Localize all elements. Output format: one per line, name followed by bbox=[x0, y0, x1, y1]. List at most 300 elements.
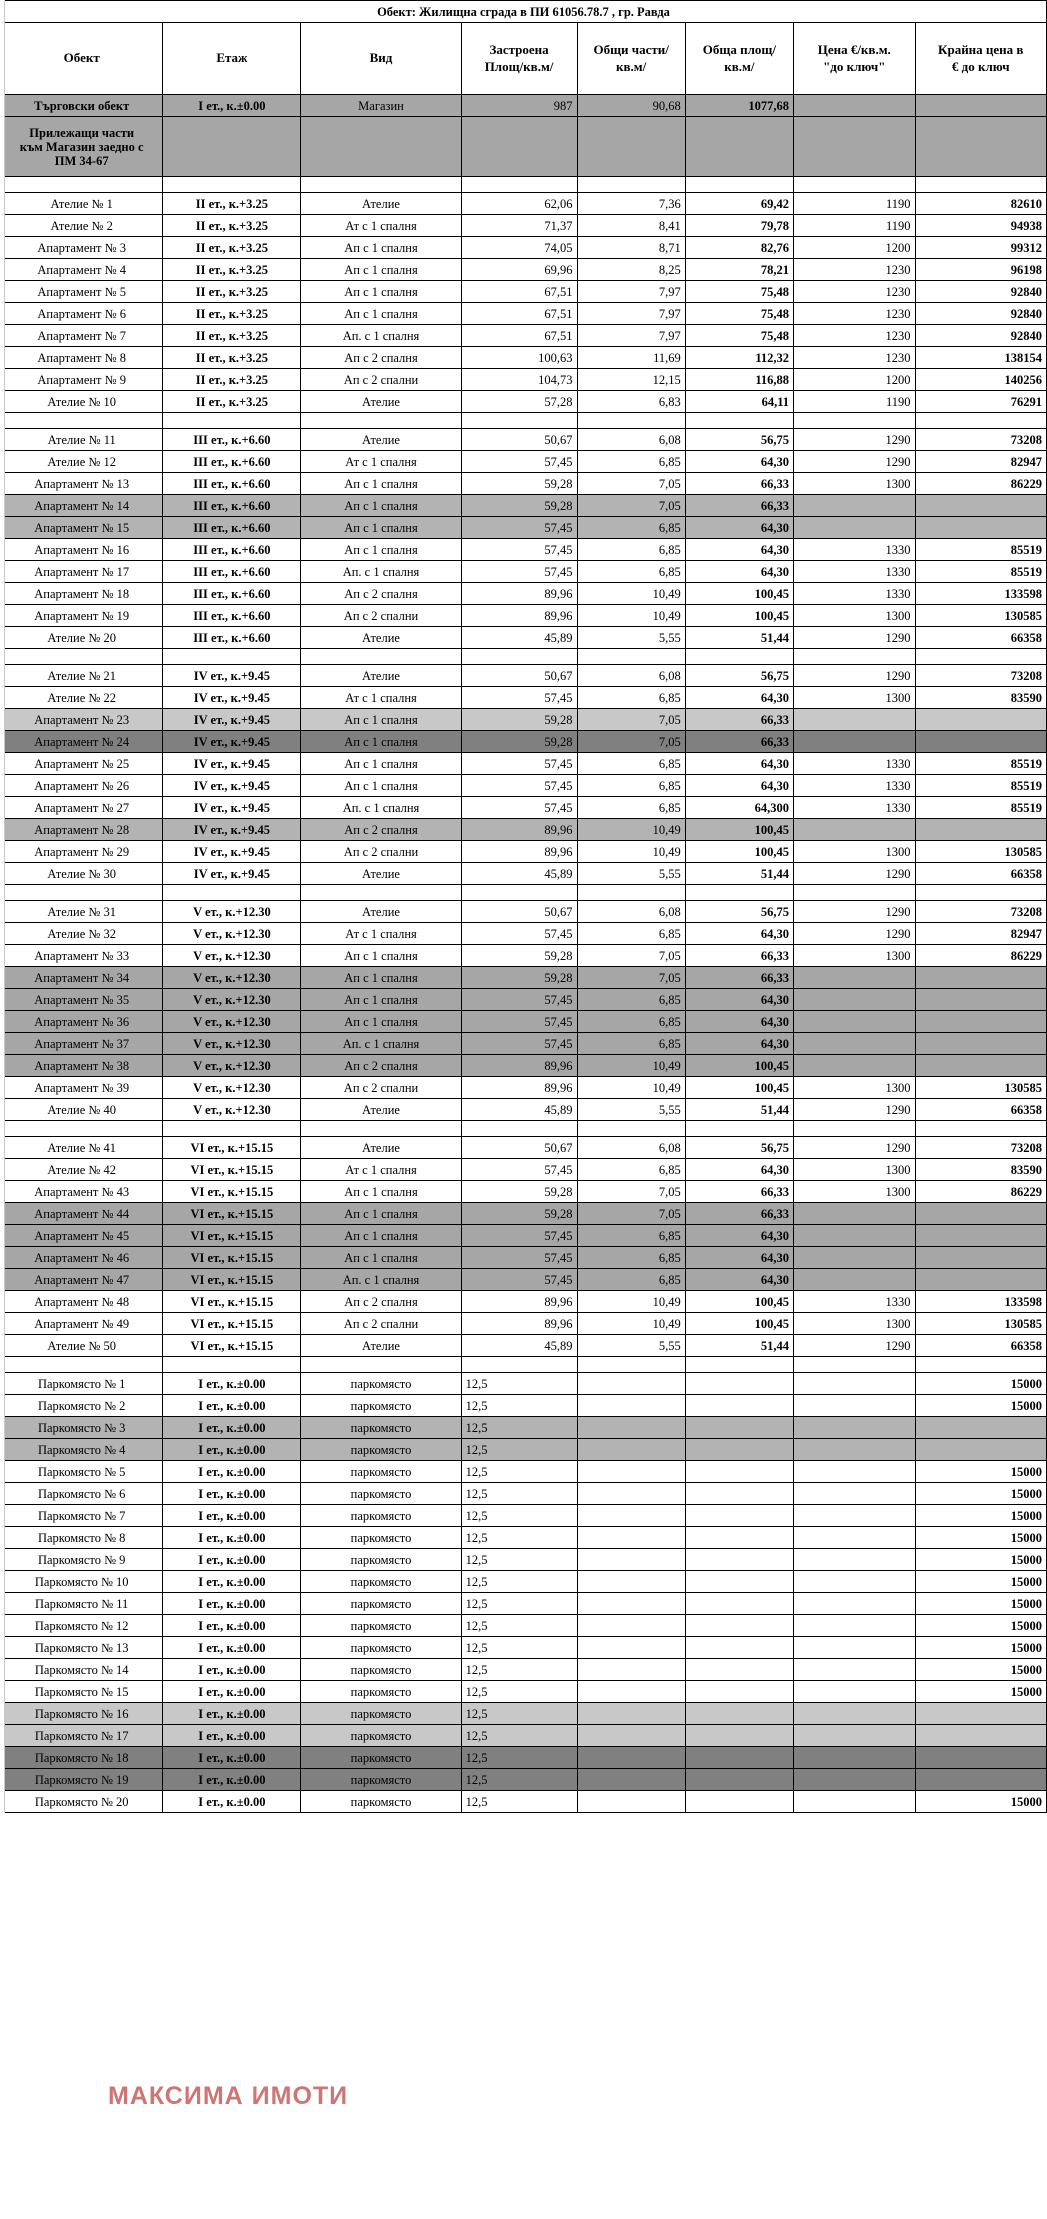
spacer-cell bbox=[577, 177, 685, 193]
spacer-cell bbox=[577, 1357, 685, 1373]
table-row bbox=[1, 1791, 1047, 1813]
spacer-cell bbox=[794, 1121, 915, 1137]
cell-col-5: 100,45 bbox=[685, 583, 793, 605]
cell-col-1: I ет., к.±0.00 bbox=[163, 1417, 301, 1439]
cell-col-5 bbox=[685, 1681, 793, 1703]
cell-col-3: 57,28 bbox=[461, 391, 577, 413]
cell-col-1: II ет., к.+3.25 bbox=[163, 215, 301, 237]
cell-col-6: 1330 bbox=[794, 539, 915, 561]
cell-col-1: IV ет., к.+9.45 bbox=[163, 731, 301, 753]
cell-col-0: Ателие № 22 bbox=[1, 687, 163, 709]
table-row bbox=[1, 193, 1047, 215]
cell-col-6 bbox=[794, 1269, 915, 1291]
cell-col-3: 89,96 bbox=[461, 1055, 577, 1077]
cell-col-6: 1330 bbox=[794, 797, 915, 819]
cell-col-2: паркомясто bbox=[301, 1659, 461, 1681]
table-row bbox=[1, 1681, 1047, 1703]
cell-col-5: 100,45 bbox=[685, 1291, 793, 1313]
cell-col-4 bbox=[577, 1527, 685, 1549]
cell-col-0: Паркомясто № 16 bbox=[1, 1703, 163, 1725]
cell-col-3: 74,05 bbox=[461, 237, 577, 259]
cell-col-6 bbox=[794, 1571, 915, 1593]
cell-col-1: II ет., к.+3.25 bbox=[163, 303, 301, 325]
cell-col-6 bbox=[794, 1461, 915, 1483]
cell-col-3: 45,89 bbox=[461, 1335, 577, 1357]
cell-col-3: 12,5 bbox=[461, 1791, 577, 1813]
table-row bbox=[1, 1747, 1047, 1769]
table-row bbox=[1, 391, 1047, 413]
cell-col-2: Ап с 1 спалня bbox=[301, 1203, 461, 1225]
cell-col-1: I ет., к.±0.00 bbox=[163, 1571, 301, 1593]
cell-col-0: Ателие № 41 bbox=[1, 1137, 163, 1159]
cell-col-3: 59,28 bbox=[461, 1203, 577, 1225]
cell-col-0: Апартамент № 36 bbox=[1, 1011, 163, 1033]
cell-col-0: Паркомясто № 7 bbox=[1, 1505, 163, 1527]
cell-col-4: 8,71 bbox=[577, 237, 685, 259]
cell-col-3: 12,5 bbox=[461, 1483, 577, 1505]
watermark-label: МАКСИМА ИМОТИ bbox=[108, 2082, 349, 2110]
cell-col-7 bbox=[915, 1247, 1047, 1269]
cell-col-4: 7,97 bbox=[577, 281, 685, 303]
spacer-cell bbox=[301, 177, 461, 193]
cell-col-4: 6,85 bbox=[577, 1159, 685, 1181]
cell-col-2: Ателие bbox=[301, 1137, 461, 1159]
cell-col-4: 10,49 bbox=[577, 819, 685, 841]
cell-col-1: I ет., к.±0.00 bbox=[163, 1769, 301, 1791]
spacer-cell bbox=[685, 1357, 793, 1373]
cell-col-3: 89,96 bbox=[461, 841, 577, 863]
cell-col-0: Апартамент № 16 bbox=[1, 539, 163, 561]
cell-col-3: 12,5 bbox=[461, 1593, 577, 1615]
cell-col-6 bbox=[794, 1033, 915, 1055]
cell-col-0: Ателие № 31 bbox=[1, 901, 163, 923]
column-header-2[interactable] bbox=[301, 23, 461, 95]
table-row bbox=[1, 1225, 1047, 1247]
cell-col-7: 130585 bbox=[915, 605, 1047, 627]
table-row bbox=[1, 1417, 1047, 1439]
cell-col-6 bbox=[794, 1725, 915, 1747]
cell-col-1: I ет., к.±0.00 bbox=[163, 1637, 301, 1659]
cell-col-1: I ет., к.±0.00 bbox=[163, 1725, 301, 1747]
cell-col-2: Ап с 1 спалня bbox=[301, 775, 461, 797]
cell-col-4: 7,05 bbox=[577, 495, 685, 517]
cell-col-0: Апартамент № 8 bbox=[1, 347, 163, 369]
cell-col-3: 100,63 bbox=[461, 347, 577, 369]
cell-col-1: II ет., к.+3.25 bbox=[163, 391, 301, 413]
cell-col-6 bbox=[794, 95, 915, 117]
cell-col-6: 1230 bbox=[794, 347, 915, 369]
cell-col-7: 76291 bbox=[915, 391, 1047, 413]
cell-col-1: III ет., к.+6.60 bbox=[163, 561, 301, 583]
table-row bbox=[1, 1181, 1047, 1203]
table-row bbox=[1, 517, 1047, 539]
cell-col-1: V ет., к.+12.30 bbox=[163, 1055, 301, 1077]
table-row bbox=[1, 451, 1047, 473]
cell-col-7: 73208 bbox=[915, 429, 1047, 451]
cell-col-2: Ап. с 1 спалня bbox=[301, 797, 461, 819]
cell-col-7: 15000 bbox=[915, 1461, 1047, 1483]
spacer-cell bbox=[461, 1121, 577, 1137]
cell-col-0: Апартамент № 29 bbox=[1, 841, 163, 863]
cell-col-1: V ет., к.+12.30 bbox=[163, 901, 301, 923]
cell-col-2: Ап с 1 спалня bbox=[301, 259, 461, 281]
cell-col-7 bbox=[915, 95, 1047, 117]
cell-col-4: 6,85 bbox=[577, 1225, 685, 1247]
cell-col-3: 57,45 bbox=[461, 561, 577, 583]
cell-col-1: III ет., к.+6.60 bbox=[163, 495, 301, 517]
cell-col-6: 1200 bbox=[794, 369, 915, 391]
cell-col-0: Апартамент № 38 bbox=[1, 1055, 163, 1077]
cell-col-7: 94938 bbox=[915, 215, 1047, 237]
cell-col-0: Апартамент № 18 bbox=[1, 583, 163, 605]
spacer-cell bbox=[794, 1357, 915, 1373]
cell-col-1: IV ет., к.+9.45 bbox=[163, 665, 301, 687]
cell-col-1: IV ет., к.+9.45 bbox=[163, 819, 301, 841]
cell-col-7 bbox=[915, 1203, 1047, 1225]
cell-col-3: 12,5 bbox=[461, 1417, 577, 1439]
cell-col-3: 12,5 bbox=[461, 1461, 577, 1483]
cell-col-4 bbox=[577, 1373, 685, 1395]
cell-col-4: 7,05 bbox=[577, 967, 685, 989]
cell-col-3: 59,28 bbox=[461, 709, 577, 731]
cell-col-2: паркомясто bbox=[301, 1461, 461, 1483]
cell-col-5: 1077,68 bbox=[685, 95, 793, 117]
spacer-cell bbox=[794, 177, 915, 193]
cell-col-6 bbox=[794, 1681, 915, 1703]
cell-col-0: Апартамент № 3 bbox=[1, 237, 163, 259]
cell-col-5: 56,75 bbox=[685, 665, 793, 687]
cell-col-3: 45,89 bbox=[461, 627, 577, 649]
cell-col-5: 100,45 bbox=[685, 841, 793, 863]
table-row bbox=[1, 989, 1047, 1011]
spacer-cell bbox=[685, 649, 793, 665]
cell-col-0: Апартамент № 37 bbox=[1, 1033, 163, 1055]
cell-col-4 bbox=[577, 1769, 685, 1791]
cell-col-5: 56,75 bbox=[685, 901, 793, 923]
column-header-5[interactable] bbox=[685, 23, 793, 95]
table-row bbox=[1, 1203, 1047, 1225]
cell-col-7: 99312 bbox=[915, 237, 1047, 259]
cell-col-7 bbox=[915, 989, 1047, 1011]
cell-col-4: 7,97 bbox=[577, 303, 685, 325]
cell-col-1: I ет., к.±0.00 bbox=[163, 1483, 301, 1505]
cell-col-5 bbox=[685, 1527, 793, 1549]
cell-col-2: Ателие bbox=[301, 193, 461, 215]
cell-col-6: 1230 bbox=[794, 325, 915, 347]
table-row bbox=[1, 819, 1047, 841]
cell-col-4: 10,49 bbox=[577, 1055, 685, 1077]
cell-col-0: Апартамент № 33 bbox=[1, 945, 163, 967]
cell-col-6: 1230 bbox=[794, 259, 915, 281]
column-header-line: Обект bbox=[63, 50, 100, 66]
cell-col-1: VI ет., к.+15.15 bbox=[163, 1269, 301, 1291]
cell-col-1: V ет., к.+12.30 bbox=[163, 1033, 301, 1055]
cell-col-2: паркомясто bbox=[301, 1791, 461, 1813]
cell-col-3: 45,89 bbox=[461, 863, 577, 885]
table-row bbox=[1, 281, 1047, 303]
cell-col-5 bbox=[685, 1373, 793, 1395]
spacer-cell bbox=[577, 649, 685, 665]
cell-col-3: 57,45 bbox=[461, 1269, 577, 1291]
cell-text-line: ПМ 34-67 bbox=[54, 153, 109, 168]
cell-col-7: 15000 bbox=[915, 1681, 1047, 1703]
cell-col-5 bbox=[685, 1571, 793, 1593]
cell-col-1: V ет., к.+12.30 bbox=[163, 1011, 301, 1033]
spacer-cell bbox=[1, 177, 163, 193]
table-row bbox=[1, 259, 1047, 281]
table-row bbox=[1, 967, 1047, 989]
cell-col-6: 1290 bbox=[794, 1099, 915, 1121]
column-header-7[interactable] bbox=[915, 23, 1047, 95]
cell-col-5: 64,30 bbox=[685, 687, 793, 709]
cell-col-5: 66,33 bbox=[685, 945, 793, 967]
cell-col-3: 89,96 bbox=[461, 583, 577, 605]
table-row bbox=[1, 583, 1047, 605]
cell-col-4 bbox=[577, 1615, 685, 1637]
spacer-cell bbox=[915, 1121, 1047, 1137]
cell-col-7: 133598 bbox=[915, 583, 1047, 605]
cell-col-3: 50,67 bbox=[461, 429, 577, 451]
cell-col-6 bbox=[794, 709, 915, 731]
column-header-line: Площ/кв.м/ bbox=[484, 58, 554, 74]
cell-col-4: 7,05 bbox=[577, 731, 685, 753]
cell-col-2: паркомясто bbox=[301, 1769, 461, 1791]
cell-col-7: 15000 bbox=[915, 1637, 1047, 1659]
cell-col-1: I ет., к.±0.00 bbox=[163, 1527, 301, 1549]
cell-col-0: Паркомясто № 17 bbox=[1, 1725, 163, 1747]
cell-col-0: Търговски обект bbox=[1, 95, 163, 117]
cell-col-6 bbox=[794, 495, 915, 517]
cell-col-1: III ет., к.+6.60 bbox=[163, 451, 301, 473]
cell-col-5: 100,45 bbox=[685, 819, 793, 841]
cell-col-2: Ап с 1 спалня bbox=[301, 1181, 461, 1203]
cell-col-3: 45,89 bbox=[461, 1099, 577, 1121]
cell-col-7: 86229 bbox=[915, 945, 1047, 967]
table-row bbox=[1, 1505, 1047, 1527]
cell-col-5 bbox=[685, 1439, 793, 1461]
page-title: Обект: Жилищна сграда в ПИ 61056.78.7 , гр. Равда bbox=[1, 1, 1047, 23]
cell-col-7 bbox=[915, 517, 1047, 539]
column-header-4[interactable] bbox=[577, 23, 685, 95]
cell-col-3: 12,5 bbox=[461, 1527, 577, 1549]
table-row bbox=[1, 945, 1047, 967]
cell-col-0: Паркомясто № 19 bbox=[1, 1769, 163, 1791]
cell-col-3: 57,45 bbox=[461, 451, 577, 473]
cell-col-7: 85519 bbox=[915, 561, 1047, 583]
section-spacer-row bbox=[1, 1121, 1047, 1137]
cell-col-7: 66358 bbox=[915, 1335, 1047, 1357]
cell-col-7 bbox=[915, 1703, 1047, 1725]
column-header-3[interactable] bbox=[461, 23, 577, 95]
cell-col-7 bbox=[915, 1747, 1047, 1769]
cell-col-3: 62,06 bbox=[461, 193, 577, 215]
cell-col-5: 79,78 bbox=[685, 215, 793, 237]
cell-col-0: Ателие № 20 bbox=[1, 627, 163, 649]
cell-col-3: 12,5 bbox=[461, 1395, 577, 1417]
column-header-line: Общи части/ bbox=[593, 42, 669, 58]
cell-col-3: 57,45 bbox=[461, 687, 577, 709]
cell-col-6 bbox=[794, 1703, 915, 1725]
cell-col-3: 89,96 bbox=[461, 605, 577, 627]
cell-col-4 bbox=[577, 1549, 685, 1571]
table-row bbox=[1, 1769, 1047, 1791]
cell-col-3: 57,45 bbox=[461, 753, 577, 775]
cell-col-0: Паркомясто № 15 bbox=[1, 1681, 163, 1703]
cell-col-1: VI ет., к.+15.15 bbox=[163, 1203, 301, 1225]
cell-col-7 bbox=[915, 1269, 1047, 1291]
column-header-0[interactable] bbox=[1, 23, 163, 95]
table-header-row bbox=[1, 23, 1047, 95]
cell-col-5: 75,48 bbox=[685, 325, 793, 347]
cell-col-1: I ет., к.±0.00 bbox=[163, 1395, 301, 1417]
table-row bbox=[1, 1659, 1047, 1681]
cell-col-7: 130585 bbox=[915, 1077, 1047, 1099]
cell-col-3: 59,28 bbox=[461, 731, 577, 753]
cell-col-2: паркомясто bbox=[301, 1527, 461, 1549]
cell-col-3: 57,45 bbox=[461, 775, 577, 797]
cell-col-1: III ет., к.+6.60 bbox=[163, 517, 301, 539]
column-header-line: Застроена bbox=[489, 42, 549, 58]
cell-col-3: 89,96 bbox=[461, 1291, 577, 1313]
cell-col-7: 15000 bbox=[915, 1791, 1047, 1813]
cell-col-5 bbox=[685, 1505, 793, 1527]
cell-col-6: 1330 bbox=[794, 775, 915, 797]
table-row bbox=[1, 841, 1047, 863]
cell-col-7: 83590 bbox=[915, 687, 1047, 709]
cell-col-5: 64,30 bbox=[685, 989, 793, 1011]
spacer-cell bbox=[794, 649, 915, 665]
cell-col-3: 59,28 bbox=[461, 473, 577, 495]
table-row bbox=[1, 473, 1047, 495]
cell-col-4 bbox=[577, 1571, 685, 1593]
cell-col-6 bbox=[794, 1769, 915, 1791]
cell-col-7: 140256 bbox=[915, 369, 1047, 391]
cell-col-2: Ателие bbox=[301, 627, 461, 649]
cell-col-0: Ателие № 2 bbox=[1, 215, 163, 237]
cell-col-5: 64,30 bbox=[685, 561, 793, 583]
table-row bbox=[1, 923, 1047, 945]
cell-col-7: 73208 bbox=[915, 665, 1047, 687]
column-header-line: € до ключ bbox=[951, 58, 1010, 74]
cell-col-5 bbox=[685, 1461, 793, 1483]
cell-col-2: Ап. с 1 спалня bbox=[301, 561, 461, 583]
cell-col-2: Ап с 1 спалня bbox=[301, 1225, 461, 1247]
cell-col-2: Ателие bbox=[301, 665, 461, 687]
column-header-1[interactable] bbox=[163, 23, 301, 95]
cell-col-5 bbox=[685, 1659, 793, 1681]
cell-col-7 bbox=[915, 967, 1047, 989]
cell-col-4: 10,49 bbox=[577, 1313, 685, 1335]
cell-col-1: II ет., к.+3.25 bbox=[163, 193, 301, 215]
cell-col-5 bbox=[685, 1593, 793, 1615]
cell-col-1: II ет., к.+3.25 bbox=[163, 281, 301, 303]
cell-col-7: 15000 bbox=[915, 1659, 1047, 1681]
cell-col-3: 67,51 bbox=[461, 303, 577, 325]
table-row bbox=[1, 303, 1047, 325]
cell-col-6: 1300 bbox=[794, 945, 915, 967]
cell-col-6 bbox=[794, 1527, 915, 1549]
cell-col-0: Ателие № 50 bbox=[1, 1335, 163, 1357]
cell-col-6 bbox=[794, 517, 915, 539]
cell-col-0: Паркомясто № 13 bbox=[1, 1637, 163, 1659]
cell-col-5: 64,11 bbox=[685, 391, 793, 413]
cell-col-6 bbox=[794, 1373, 915, 1395]
cell-col-5: 100,45 bbox=[685, 605, 793, 627]
cell-col-7 bbox=[915, 1439, 1047, 1461]
cell-col-2: Ап с 1 спалня bbox=[301, 1247, 461, 1269]
cell-col-4 bbox=[577, 1659, 685, 1681]
cell-col-2: Ап с 2 спалня bbox=[301, 347, 461, 369]
cell-col-3: 57,45 bbox=[461, 989, 577, 1011]
cell-col-2: Ап. с 1 спалня bbox=[301, 1033, 461, 1055]
cell-col-6 bbox=[794, 989, 915, 1011]
cell-col-2: Ап с 1 спалня bbox=[301, 303, 461, 325]
table-row bbox=[1, 1159, 1047, 1181]
cell-col-7: 66358 bbox=[915, 627, 1047, 649]
cell-col-1: III ет., к.+6.60 bbox=[163, 429, 301, 451]
cell-col-3 bbox=[461, 117, 577, 177]
cell-col-0: Апартамент № 48 bbox=[1, 1291, 163, 1313]
cell-col-6: 1200 bbox=[794, 237, 915, 259]
cell-col-7 bbox=[915, 819, 1047, 841]
cell-col-6: 1300 bbox=[794, 1077, 915, 1099]
table-row bbox=[1, 1335, 1047, 1357]
cell-col-5 bbox=[685, 1747, 793, 1769]
table-row bbox=[1, 863, 1047, 885]
cell-col-5 bbox=[685, 1637, 793, 1659]
cell-col-3: 57,45 bbox=[461, 1247, 577, 1269]
cell-col-1: IV ет., к.+9.45 bbox=[163, 687, 301, 709]
cell-col-4: 6,85 bbox=[577, 451, 685, 473]
cell-col-6: 1300 bbox=[794, 1181, 915, 1203]
cell-col-5: 56,75 bbox=[685, 429, 793, 451]
table-row bbox=[1, 1527, 1047, 1549]
column-header-line: Цена €/кв.м. bbox=[817, 42, 891, 58]
cell-col-1: VI ет., к.+15.15 bbox=[163, 1225, 301, 1247]
table-row bbox=[1, 1373, 1047, 1395]
spacer-cell bbox=[163, 1121, 301, 1137]
cell-col-7: 138154 bbox=[915, 347, 1047, 369]
cell-col-5: 64,30 bbox=[685, 451, 793, 473]
cell-col-6: 1300 bbox=[794, 687, 915, 709]
cell-col-5: 56,75 bbox=[685, 1137, 793, 1159]
cell-col-2: Ап с 1 спалня bbox=[301, 1011, 461, 1033]
cell-col-0: Апартамент № 5 bbox=[1, 281, 163, 303]
column-header-6[interactable] bbox=[794, 23, 915, 95]
table-row bbox=[1, 1055, 1047, 1077]
table-row bbox=[1, 709, 1047, 731]
spacer-cell bbox=[163, 885, 301, 901]
table-row bbox=[1, 1011, 1047, 1033]
cell-col-4: 6,85 bbox=[577, 797, 685, 819]
cell-col-0: Ателие № 12 bbox=[1, 451, 163, 473]
cell-col-2: паркомясто bbox=[301, 1703, 461, 1725]
cell-col-5: 66,33 bbox=[685, 709, 793, 731]
cell-col-5: 75,48 bbox=[685, 303, 793, 325]
cell-col-6 bbox=[794, 1011, 915, 1033]
cell-col-4 bbox=[577, 1791, 685, 1813]
cell-col-2: паркомясто bbox=[301, 1571, 461, 1593]
cell-col-0: Апартамент № 4 bbox=[1, 259, 163, 281]
cell-col-4: 6,85 bbox=[577, 923, 685, 945]
cell-col-2: Ап с 1 спалня bbox=[301, 495, 461, 517]
table-row bbox=[1, 1725, 1047, 1747]
cell-col-2: Ап с 1 спалня bbox=[301, 517, 461, 539]
cell-col-2: паркомясто bbox=[301, 1637, 461, 1659]
cell-col-6: 1330 bbox=[794, 1291, 915, 1313]
cell-col-5 bbox=[685, 1417, 793, 1439]
cell-col-4: 5,55 bbox=[577, 1335, 685, 1357]
